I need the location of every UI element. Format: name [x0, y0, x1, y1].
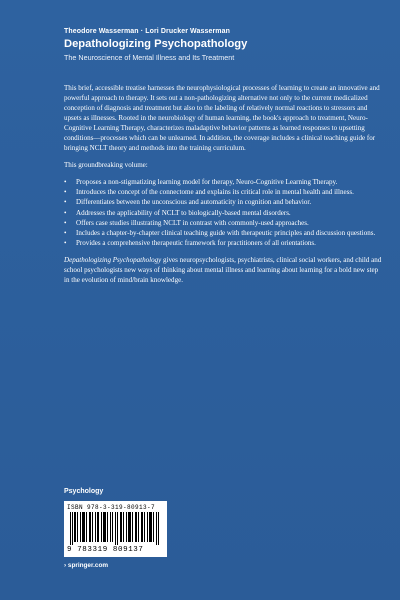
- cover-header: [64, 28, 384, 62]
- closing-text: gives neuropsychologists, psychiatrists, clinical social workers, and child and school psychologists new ways of thinking about mental illness and learning about learning for a bold new step in the evolution of mind/brain knowledge.: [64, 255, 382, 284]
- ean-number: 9 783319 809137: [67, 546, 144, 554]
- isbn-number: ISBN 978-3-319-80913-7: [67, 504, 156, 511]
- list-item: • Offers case studies illustrating NCLT in contrast with commonly-used approaches.: [64, 218, 382, 228]
- barcode-bars: [70, 512, 162, 545]
- book-title: Depathologizing Psychopathology: [64, 38, 248, 50]
- publisher-url[interactable]: › springer.com: [64, 562, 109, 569]
- closing-book-title: Depathologizing Psychopathology: [64, 255, 162, 264]
- book-subtitle: The Neuroscience of Mental Illness and Its Treatment: [64, 53, 235, 62]
- list-item: • Includes a chapter-by-chapter clinical teaching guide with therapeutic principles and discussion questions.: [64, 228, 382, 238]
- list-item: • Introduces the concept of the connectome and explains its critical role in mental health and illness.: [64, 187, 382, 197]
- list-lead: This groundbreaking volume:: [64, 161, 148, 170]
- list-item: • Proposes a non-stigmatizing learning model for therapy, Neuro-Cognitive Learning Therapy.: [64, 177, 382, 187]
- authors: Theodore Wasserman · Lori Drucker Wasserman: [64, 28, 230, 35]
- barcode: [64, 501, 167, 557]
- subject-category: Psychology: [64, 488, 104, 495]
- closing-paragraph: [64, 255, 382, 285]
- blurb: [64, 83, 382, 285]
- list-item: • Differentiates between the unconscious and automaticity in cognition and behavior.: [64, 197, 382, 207]
- list-item: • Provides a comprehensive therapeutic framework for practitioners of all orientations.: [64, 238, 382, 248]
- feature-list: [64, 177, 382, 247]
- list-item: • Addresses the applicability of NCLT to biologically-based mental disorders.: [64, 208, 382, 218]
- intro-paragraph: This brief, accessible treatise harnesses the neurophysiological processes of learning to create an innovative and powerful approach to therapy. It sets out a non-pathologizing alternative not only to the current medicalized conception of diagnosis and treatment but also to the labeling of relatively normal reactions to stressors and upsets as illnesses. Rooted in the neurobiology of human learning, the book's approach to treatment, Neuro-Cognitive Learning Therapy, characterizes maladaptive behavior patterns as learned responses to upsetting conditions—processes which can be unlearned. In addition, the coverage includes a clinical teaching guide for bringing NCLT theory and methods into the training curriculum.: [64, 84, 380, 153]
